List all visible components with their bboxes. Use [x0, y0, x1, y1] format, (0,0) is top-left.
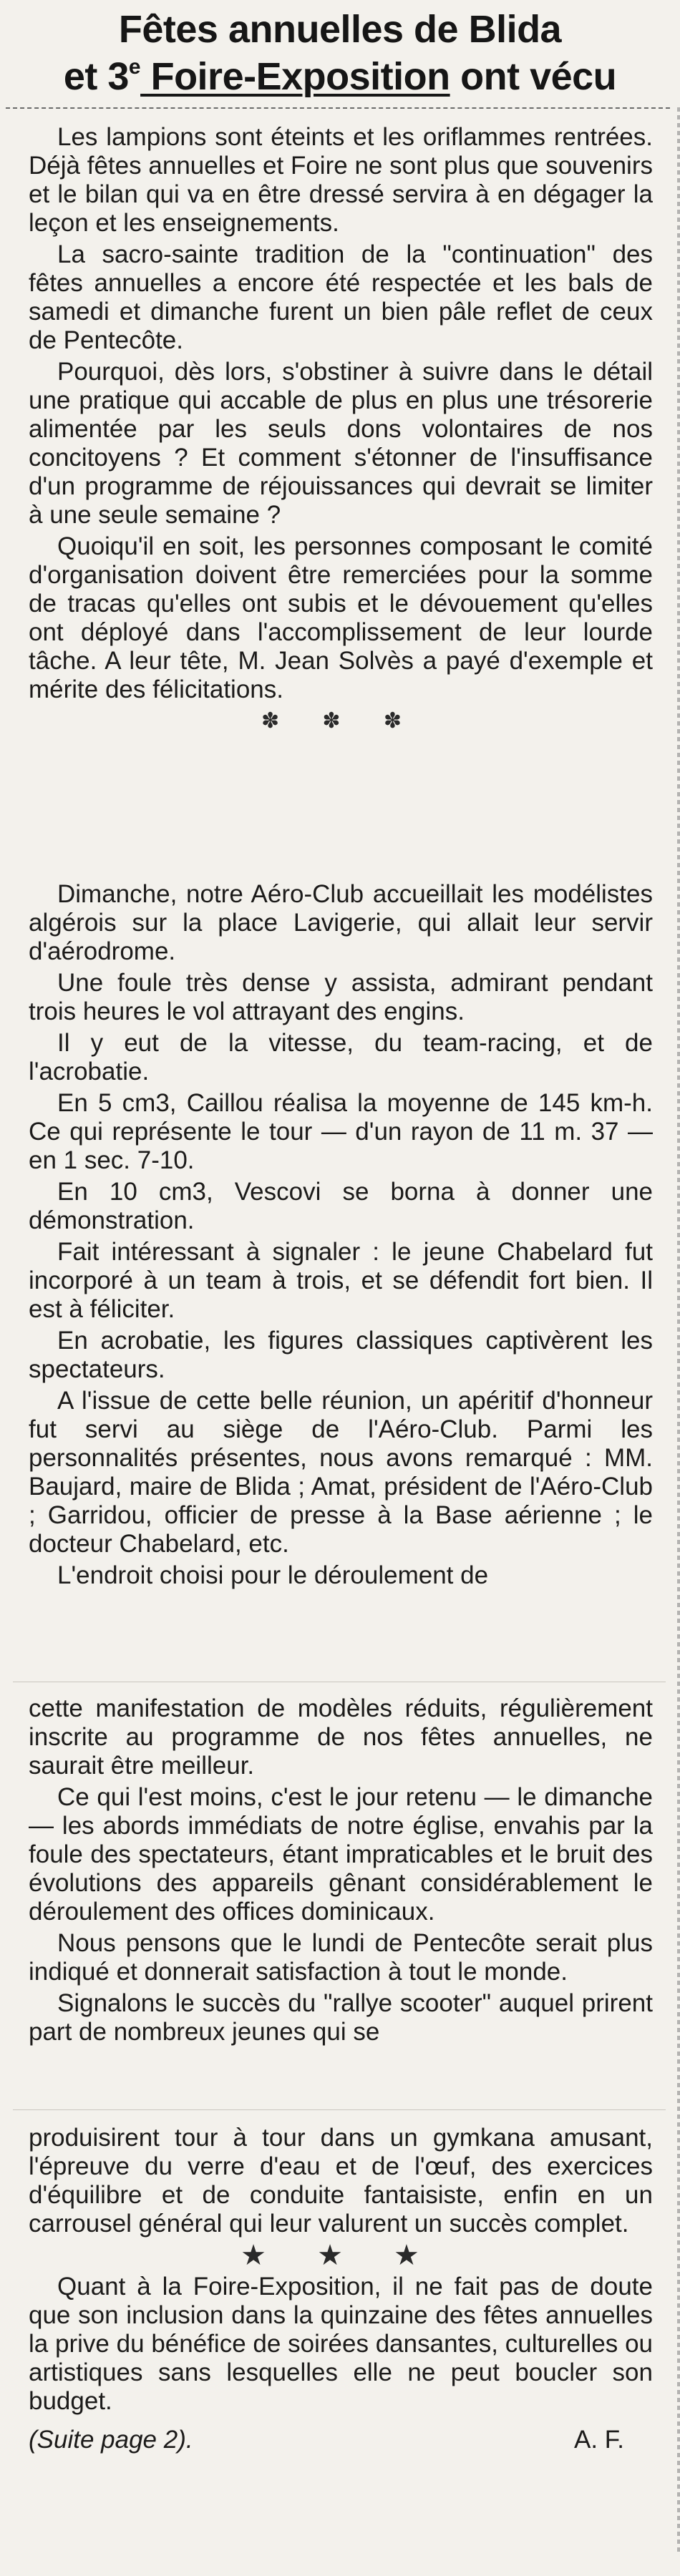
headline-foire-exposition: Foire-Exposition [140, 55, 450, 98]
article-section-church [29, 1694, 653, 2049]
headline-rule [6, 107, 670, 110]
paragraph: Les lampions sont éteints et les oriflammes rentrées. Déjà fêtes annuelles et Foire ne sont plus que souvenirs et le bilan qui va en être dressé servira à en dégager la leçon et les enseignements. [29, 123, 653, 237]
paragraph: Ce qui l'est moins, c'est le jour retenu — le dimanche — les abords immédiats de notre église, envahis par la foule des spectateurs, étant impraticables et le bruit des évolutions des appareils gênant considérablement le déroulement des offices dominicaux. [29, 1783, 653, 1926]
paragraph: En acrobatie, les figures classiques captivèrent les spectateurs. [29, 1327, 653, 1383]
column-edge [677, 107, 680, 2555]
article-footer [29, 2426, 653, 2454]
article-headline [29, 6, 651, 100]
headline-line-1: Fêtes annuelles de Blida [118, 8, 562, 51]
paragraph: Quoiqu'il en soit, les personnes composant le comité d'organisation doivent être remerciées pour la somme de tracas qu'elles ont subis et le dévouement qu'elles ont déployé dans l'accomplissement de leur lourde tâche. A leur tête, M. Jean Solvès a payé d'exemple et mérite des félicitations. [29, 532, 653, 703]
continued-note: (Suite page 2). [29, 2426, 193, 2454]
paragraph: A l'issue de cette belle réunion, un apéritif d'honneur fut servi au siège de l'Aéro-Club. Parmi les personnalités présentes, nous avons remarqué : MM. Baujard, maire de Blida ; Amat, président de l'Aéro-Club ; Garridou, officier de presse à la Base aérienne ; le docteur Chabelard, etc. [29, 1387, 653, 1558]
headline-line-2-start: et 3 [63, 55, 129, 98]
section-separator: ✽ ✽ ✽ [261, 709, 421, 733]
paragraph: L'endroit choisi pour le déroulement de [57, 1561, 489, 1589]
paragraph: Il y eut de la vitesse, du team-racing, et de l'acrobatie. [29, 1029, 653, 1085]
paragraph: En 5 cm3, Caillou réalisa la moyenne de 145 km-h. Ce qui représente le tour — d'un rayon de 11 m. 37 — en 1 sec. 7-10. [29, 1089, 653, 1174]
author-signature: A. F. [573, 2426, 624, 2454]
paragraph: Signalons le succès du "rallye scooter" auquel prirent part de nombreux jeunes qui se [29, 1989, 653, 2046]
headline-ordinal-suffix: e [128, 55, 141, 79]
paragraph: cette manifestation de modèles réduits, régulièrement inscrite au programme de nos fêtes annuelles, ne saurait être meilleur. [29, 1694, 653, 1780]
paragraph: Pourquoi, dès lors, s'obstiner à suivre dans le détail une pratique qui accable de plus en plus une trésorerie alimentée par les seuls dons volontaires de nos concitoyens ? Et comment s'étonner de l'insuffisance d'un programme de réjouissances qui devrait se limiter à une seule semaine ? [29, 358, 653, 529]
headline-line-2 [29, 53, 651, 100]
headline-line-2-end: ont vécu [450, 55, 617, 98]
paragraph: produisirent tour à tour dans un gymkana amusant, l'épreuve du verre d'eau et de l'œuf, des exercices d'équilibre et de conduite fantaisiste, enfin en un carrousel général qui leur valurent un succès complet. [29, 2124, 653, 2238]
clipping-seam [13, 2109, 666, 2110]
paragraph: En 10 cm3, Vescovi se borna à donner une démonstration. [29, 1178, 653, 1234]
paragraph: Une foule très dense y assista, admirant pendant trois heures le vol attrayant des engins. [29, 969, 653, 1025]
article-section-fair [29, 2124, 653, 2454]
paragraph: Fait intéressant à signaler : le jeune Chabelard fut incorporé à un team à trois, et se défendit fort bien. Il est à féliciter. [29, 1238, 653, 1323]
paragraph: Nous pensons que le lundi de Pentecôte serait plus indiqué et donnerait satisfaction à tout le monde. [29, 1929, 653, 1986]
article-section-aeroclub [29, 880, 653, 1593]
paragraph: La sacro-sainte tradition de la "continuation" des fêtes annuelles a encore été respectée et les bals de samedi et dimanche furent un bien pâle reflet de ceux de Pentecôte. [29, 240, 653, 354]
paragraph: Dimanche, notre Aéro-Club accueillait les modélistes algérois sur la place Lavigerie, qui allait leur servir d'aérodrome. [29, 880, 653, 965]
paragraph: Quant à la Foire-Exposition, il ne fait pas de doute que son inclusion dans la quinzaine des fêtes annuelles la prive du bénéfice de soirées dansantes, culturelles ou artistiques sans lesquelles elle ne peut boucler son budget. [29, 2273, 653, 2415]
section-separator: ★ ★ ★ [241, 2240, 441, 2271]
article-section-festivities [29, 123, 653, 738]
